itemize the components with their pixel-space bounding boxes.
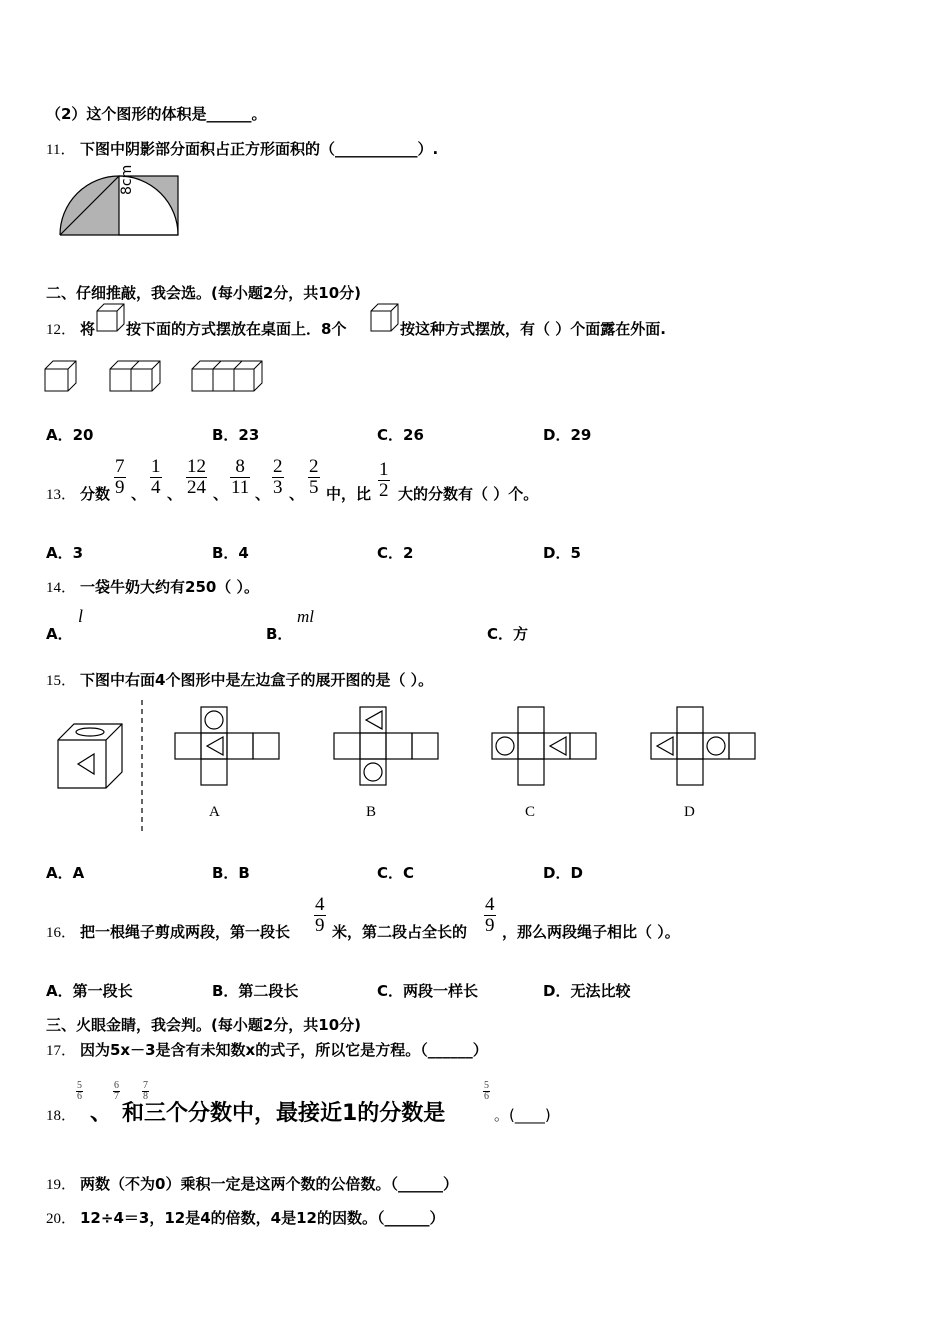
q13-fraction-5: $\frac{2}{3}$ <box>273 456 283 498</box>
q14-option-b-unit: ml <box>297 607 314 626</box>
q14-number: 14． <box>46 580 77 596</box>
q17-number: 17． <box>46 1043 77 1059</box>
q13-option-d[interactable]: D．5 <box>543 544 581 562</box>
q19-number: 19． <box>46 1177 77 1193</box>
q10-part2-text: （2）这个图形的体积是______。 <box>46 105 267 123</box>
q13-fraction-1: $\frac{7}{9}$ <box>115 456 125 498</box>
q18-answer-fraction: $\frac{5}{6}$ <box>484 1080 489 1102</box>
q15-net-label-a: A <box>209 804 220 820</box>
q12-option-a[interactable]: A．20 <box>46 426 94 444</box>
q12-option-d[interactable]: D．29 <box>543 426 592 444</box>
q13-option-a[interactable]: A．3 <box>46 544 84 562</box>
q13-text-c: 大的分数有（ ）个。 <box>398 485 539 503</box>
q12-option-b[interactable]: B．23 <box>212 426 260 444</box>
q15-option-d[interactable]: D．D <box>543 864 583 882</box>
q15-number: 15． <box>46 673 77 689</box>
q14-option-a-unit: l <box>78 606 84 626</box>
q13-option-c[interactable]: C．2 <box>377 544 414 562</box>
q18-fraction-3: $\frac{7}{8}$ <box>143 1080 148 1102</box>
q16-option-a[interactable]: A．第一段长 <box>46 982 133 1000</box>
q18-text-c: 。(____) <box>494 1106 551 1124</box>
q20-number: 20． <box>46 1211 77 1227</box>
q11-text: 下图中阴影部分面积占正方形面积的（___________）. <box>80 140 439 158</box>
q15-net-label-b: B <box>366 804 377 820</box>
q13-sep-1: 、 <box>131 485 147 503</box>
q13-sep-5: 、 <box>289 485 305 503</box>
q16-text-c: ，那么两段绳子相比（ ）。 <box>502 923 680 941</box>
q18-fraction-1: $\frac{5}{6}$ <box>77 1080 82 1102</box>
q18-text-a: 、 <box>90 1101 113 1126</box>
q16-text-b: 米，第二段占全长的 <box>332 923 468 941</box>
q14-option-a[interactable]: A． <box>46 625 73 643</box>
q16-fraction-2: $\frac{4}{9}$ <box>485 894 495 936</box>
q12-text-a: 将 <box>80 320 96 338</box>
q13-compare-fraction: $\frac{1}{2}$ <box>379 459 389 501</box>
q16-option-c[interactable]: C．两段一样长 <box>377 982 479 1000</box>
q16-option-b[interactable]: B．第二段长 <box>212 982 299 1000</box>
cube-icon-2 <box>370 303 400 333</box>
q15-net-label-d: D <box>684 804 695 820</box>
q16-fraction-1: $\frac{4}{9}$ <box>315 894 325 936</box>
q16-text-a: 把一根绳子剪成两段，第一段长 <box>80 923 291 941</box>
q15-divider <box>140 700 144 832</box>
q13-fraction-6: $\frac{2}{5}$ <box>309 456 319 498</box>
q13-sep-2: 、 <box>167 485 183 503</box>
q18-fraction-2: $\frac{6}{7}$ <box>114 1080 119 1102</box>
q12-cube-arrangements <box>44 360 266 392</box>
q15-net-d <box>650 706 760 788</box>
q14-option-b[interactable]: B． <box>266 625 293 643</box>
q15-option-b[interactable]: B．B <box>212 864 250 882</box>
q13-text-a: 分数 <box>80 485 111 503</box>
cube-icon <box>96 303 126 333</box>
q19-text: 两数（不为0）乘积一定是这两个数的公倍数。（______） <box>80 1175 458 1193</box>
q13-fraction-4: $\frac{8}{11}$ <box>231 456 250 498</box>
q13-text-b: 中，比 <box>326 485 372 503</box>
q12-text-c: 按这种方式摆放，有（ ）个面露在外面. <box>400 320 666 338</box>
q15-net-a <box>174 706 284 788</box>
q14-option-c[interactable]: C．方 <box>487 625 529 643</box>
q15-net-c <box>491 706 601 788</box>
q13-number: 13． <box>46 487 77 503</box>
q15-option-a[interactable]: A．A <box>46 864 85 882</box>
q14-text: 一袋牛奶大约有250（ ）。 <box>80 578 260 596</box>
section3-heading: 三、火眼金睛，我会判。(每小题2分，共10分) <box>46 1016 362 1034</box>
q18-number: 18． <box>46 1108 77 1124</box>
q16-number: 16． <box>46 925 77 941</box>
q18-text-b: 和三个分数中，最接近1的分数是 <box>122 1101 446 1126</box>
q13-sep-3: 、 <box>213 485 229 503</box>
q13-fraction-3: $\frac{12}{24}$ <box>187 456 206 498</box>
q11-figure-label: 8cm <box>119 164 135 195</box>
q15-box-figure <box>50 720 130 795</box>
q13-sep-4: 、 <box>255 485 271 503</box>
q11-number: 11． <box>46 142 76 158</box>
q12-option-c[interactable]: C．26 <box>377 426 424 444</box>
q20-text: 12÷4＝3，12是4的倍数，4是12的因数。（______） <box>80 1209 445 1227</box>
q15-text: 下图中右面4个图形中是左边盒子的展开图的是（ ）。 <box>80 671 434 689</box>
q15-net-b <box>333 706 443 788</box>
q13-fraction-2: $\frac{1}{4}$ <box>151 456 161 498</box>
q15-option-c[interactable]: C．C <box>377 864 415 882</box>
q12-number: 12． <box>46 322 77 338</box>
q17-text: 因为5x－3是含有未知数x的式子，所以它是方程。（______） <box>80 1041 488 1059</box>
q15-net-label-c: C <box>525 804 536 820</box>
q12-text-b: 按下面的方式摆放在桌面上．8个 <box>126 320 347 338</box>
q16-option-d[interactable]: D．无法比较 <box>543 982 631 1000</box>
section2-heading: 二、仔细推敲，我会选。(每小题2分，共10分) <box>46 284 362 302</box>
q13-option-b[interactable]: B．4 <box>212 544 249 562</box>
